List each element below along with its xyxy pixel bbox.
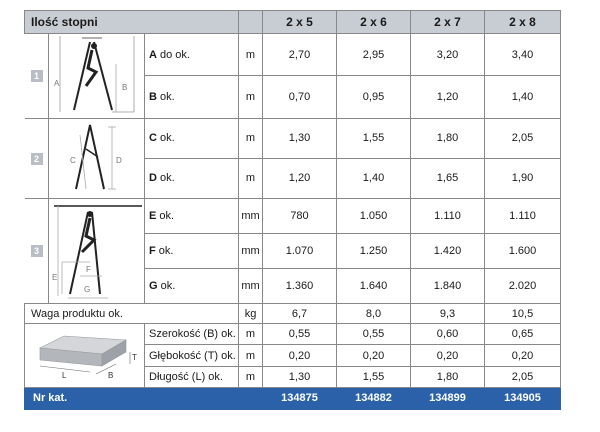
unit-cell: m: [239, 158, 263, 199]
value-cell: 0,65: [485, 324, 561, 345]
value-cell: 1.050: [337, 199, 411, 234]
value-cell: 3,20: [411, 34, 485, 76]
ladder-spec-table: [24, 10, 561, 410]
value-cell: 1.840: [411, 269, 485, 304]
package-dimension-label: Długość (L) ok.: [145, 366, 239, 387]
value-cell: 6,7: [263, 304, 337, 324]
value-cell: 1,55: [337, 118, 411, 158]
catalog-number: 134882: [337, 387, 411, 409]
unit-cell: mm: [239, 199, 263, 234]
column-header: 2 x 5: [263, 11, 337, 34]
value-cell: 2,05: [485, 366, 561, 387]
unit-cell: m: [239, 34, 263, 76]
value-cell: 1,80: [411, 118, 485, 158]
value-cell: 1,80: [411, 366, 485, 387]
dimension-label: A do ok.: [145, 34, 239, 76]
value-cell: 0,20: [411, 345, 485, 366]
column-header: 2 x 7: [411, 11, 485, 34]
column-header: 2 x 6: [337, 11, 411, 34]
ladder-platform-icon: [50, 200, 144, 300]
header-row: [25, 11, 561, 34]
value-cell: 0,20: [337, 345, 411, 366]
value-cell: 9,3: [411, 304, 485, 324]
footer-unit-cell: [239, 387, 263, 409]
weight-row: [25, 304, 561, 324]
value-cell: 2,05: [485, 118, 561, 158]
svg-text:G: G: [83, 284, 90, 294]
value-cell: 0,55: [337, 324, 411, 345]
value-cell: 1.360: [263, 269, 337, 304]
value-cell: 1,20: [411, 76, 485, 118]
value-cell: 0,60: [411, 324, 485, 345]
value-cell: 1,30: [263, 366, 337, 387]
package-dimension-label: Szerokość (B) ok.: [145, 324, 239, 345]
svg-text:B: B: [107, 371, 113, 381]
value-cell: 1.640: [337, 269, 411, 304]
unit-cell: kg: [239, 304, 263, 324]
svg-text:L: L: [61, 371, 66, 381]
value-cell: 780: [263, 199, 337, 234]
section-index-badge: 3: [31, 245, 43, 257]
unit-cell: m: [239, 118, 263, 158]
svg-text:E: E: [51, 272, 57, 282]
package-diagram: [25, 324, 145, 387]
dimension-label: E ok.: [145, 199, 239, 234]
value-cell: 1,40: [485, 76, 561, 118]
svg-text:D: D: [115, 156, 122, 166]
value-cell: 1.070: [263, 234, 337, 269]
svg-text:C: C: [69, 156, 76, 166]
ladder-extended-icon: [50, 34, 144, 114]
catalog-number-row: [25, 387, 561, 409]
unit-cell: mm: [239, 269, 263, 304]
unit-cell: m: [239, 76, 263, 118]
value-cell: 1.600: [485, 234, 561, 269]
table-row: [25, 199, 561, 234]
value-cell: 0,20: [263, 345, 337, 366]
package-box-icon: [30, 326, 140, 382]
value-cell: 1,55: [337, 366, 411, 387]
header-unit-cell: [239, 11, 263, 34]
value-cell: 0,55: [263, 324, 337, 345]
weight-label: Waga produktu ok.: [25, 304, 239, 324]
svg-text:F: F: [85, 264, 91, 274]
svg-text:B: B: [121, 83, 127, 93]
value-cell: 1,20: [263, 158, 337, 199]
catalog-number-label: Nr kat.: [25, 387, 239, 409]
dimension-label: D ok.: [145, 158, 239, 199]
table-row: [25, 324, 561, 345]
value-cell: 2.020: [485, 269, 561, 304]
value-cell: 1,40: [337, 158, 411, 199]
header-title: Ilość stopni: [25, 11, 239, 34]
ladder-extended-diagram: [49, 34, 145, 119]
catalog-number: 134875: [263, 387, 337, 409]
value-cell: 1.110: [411, 199, 485, 234]
dimension-label: C ok.: [145, 118, 239, 158]
unit-cell: mm: [239, 234, 263, 269]
table-row: [25, 34, 561, 76]
value-cell: 0,95: [337, 76, 411, 118]
ladder-platform-diagram: [49, 199, 145, 304]
value-cell: 2,95: [337, 34, 411, 76]
dimension-label: B ok.: [145, 76, 239, 118]
value-cell: 1.420: [411, 234, 485, 269]
catalog-number: 134899: [411, 387, 485, 409]
value-cell: 1,30: [263, 118, 337, 158]
value-cell: 10,5: [485, 304, 561, 324]
value-cell: 1,90: [485, 158, 561, 199]
value-cell: 8,0: [337, 304, 411, 324]
value-cell: 1.110: [485, 199, 561, 234]
svg-text:A: A: [53, 79, 59, 89]
unit-cell: m: [239, 345, 263, 366]
value-cell: 3,40: [485, 34, 561, 76]
dimension-label: F ok.: [145, 234, 239, 269]
value-cell: 1,65: [411, 158, 485, 199]
column-header: 2 x 8: [485, 11, 561, 34]
catalog-number: 134905: [485, 387, 561, 409]
dimension-label: G ok.: [145, 269, 239, 304]
value-cell: 0,70: [263, 76, 337, 118]
unit-cell: m: [239, 324, 263, 345]
value-cell: 2,70: [263, 34, 337, 76]
section-index-badge: 2: [31, 153, 43, 165]
value-cell: 1.250: [337, 234, 411, 269]
svg-text:T: T: [131, 353, 137, 363]
ladder-folded-diagram: [49, 118, 145, 199]
section-index-badge: 1: [31, 70, 43, 82]
table-row: [25, 118, 561, 158]
ladder-folded-icon: [50, 119, 144, 195]
value-cell: 0,20: [485, 345, 561, 366]
unit-cell: m: [239, 366, 263, 387]
package-dimension-label: Głębokość (T) ok.: [145, 345, 239, 366]
